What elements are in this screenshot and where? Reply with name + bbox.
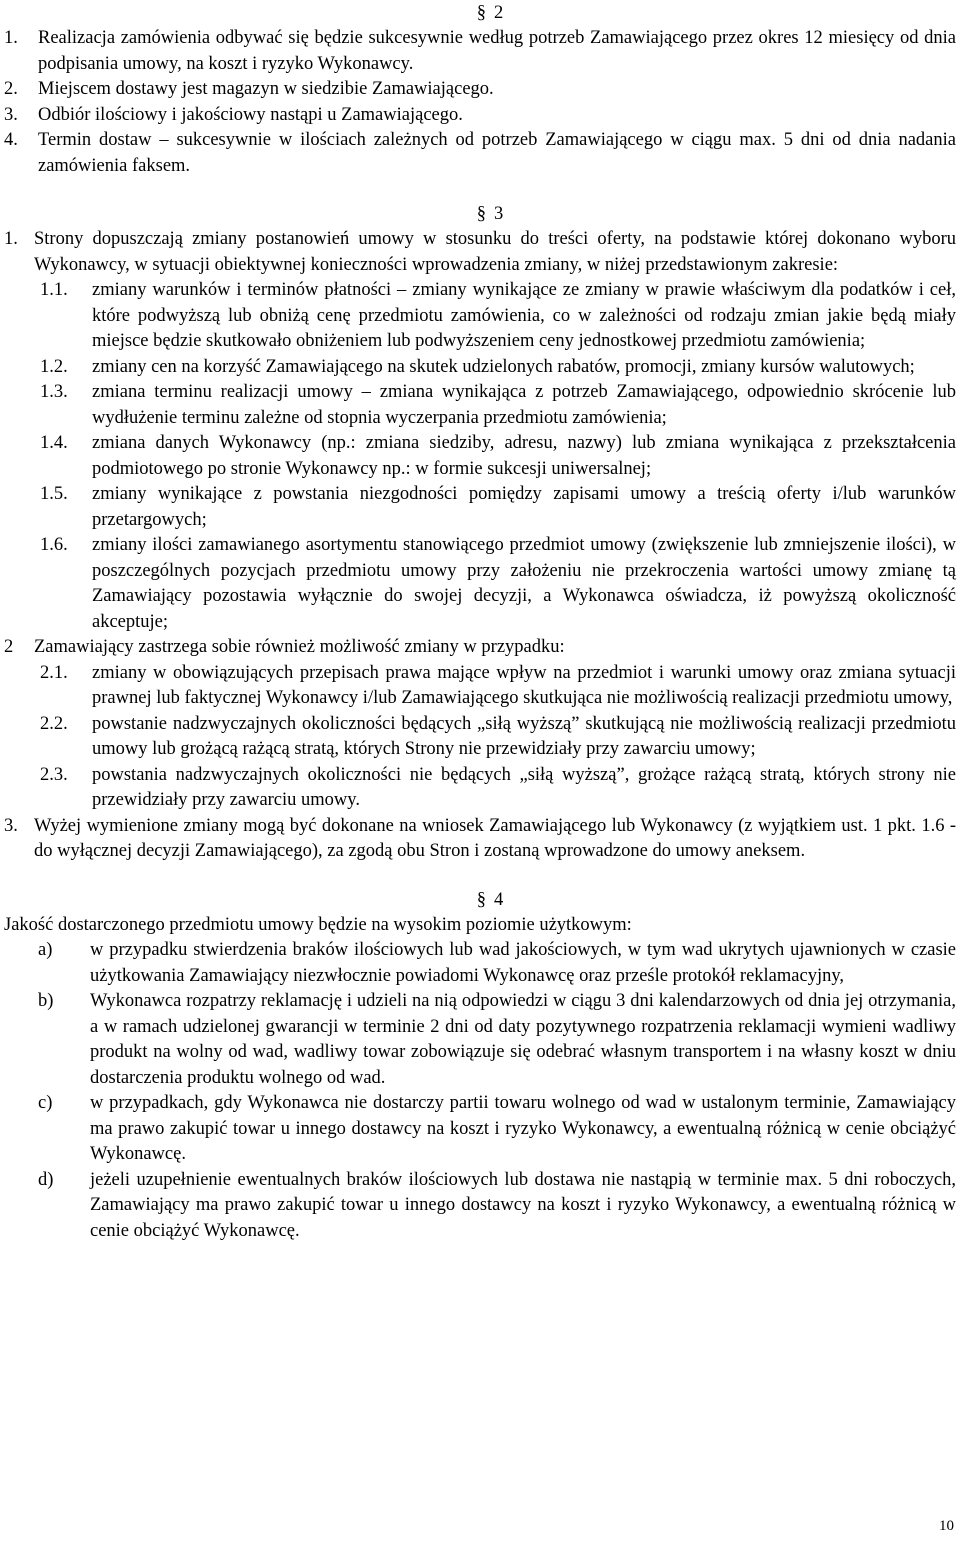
section-3-list: [4, 227, 956, 865]
sub-item: [4, 380, 956, 431]
item-number: 2.: [4, 79, 18, 99]
item-text: zmiany w obowiązujących przepisach prawa mające wpływ na przedmiot i warunki umowy oraz zmiana sytuacji prawnej lub faktycznej Wykonawcy i/lub Zamawiającego skutkująca nie możliwością realizacji przedmiotu umowy,: [92, 662, 956, 708]
sub-item: [4, 355, 956, 381]
item-text: Termin dostaw – sukcesywnie w ilościach zależnych od potrzeb Zamawiającego w ciągu max. 5 dni od dnia nadania zamówienia faksem.: [38, 130, 956, 176]
sub-item: [4, 431, 956, 482]
item-number: 2: [4, 637, 14, 657]
item-number: 1.3.: [40, 382, 68, 402]
list-item: [4, 938, 956, 989]
item-number: 1.6.: [40, 535, 68, 555]
item-text: Wykonawca rozpatrzy reklamację i udzieli na nią odpowiedzi w ciągu 3 dni kalendarzowych od dnia jej otrzymania, a w ramach udzielonej gwarancji w terminie 2 dni od daty pozytywnego rozpatrzenia reklamacji wymieni wadliwy produkt na wolny od wad, wadliwy towar zobowiązuje się odebrać własnym transportem i na własny koszt w dniu dostarczenia produktu wolnego od wad.: [90, 991, 956, 1088]
section-number: 4: [494, 889, 504, 910]
item-text: w przypadkach, gdy Wykonawca nie dostarczy partii towaru wolnego od wad w ustalonym terminie, Zamawiający ma prawo zakupić towar u innego dostawcy na koszt i ryzyko Wykonawcy, a ewentualną różnicą w cenie obciążyć Wykonawcę.: [90, 1093, 956, 1164]
section-4-heading: [4, 887, 956, 913]
item-text: Realizacja zamówienia odbywać się będzie sukcesywnie według potrzeb Zamawiającego przez okres 12 miesięcy od dnia podpisania umowy, na koszt i ryzyko Wykonawcy.: [38, 28, 956, 74]
item-text: zmiany ilości zamawianego asortymentu stanowiącego przedmiot umowy (zwiększenie lub zmniejszenie ilości), w poszczególnych pozycjach przedmiotu umowy przy założeniu nie przekroczenia wartości umowy zmianę tą Zamawiający pozostawia wyłącznie do swojej decyzji, a Wykonawca oświadcza, iż powyższą okoliczność akceptuje;: [92, 535, 956, 632]
list-item: [4, 103, 956, 129]
sub-item: [4, 712, 956, 763]
item-text: powstanie nadzwyczajnych okoliczności będących „siłą wyższą” skutkującą nie możliwością realizacji przedmiotu umowy lub grożącą rażącą stratą, których Strony nie przewidziały przy zawarciu umowy;: [92, 713, 956, 759]
item-number: 1.2.: [40, 356, 68, 377]
item-number: 1.: [4, 28, 18, 48]
sub-item: [4, 661, 956, 712]
list-item: [4, 1168, 956, 1245]
item-text: Strony dopuszczają zmiany postanowień umowy w stosunku do treści oferty, na podstawie której dokonano wyboru Wykonawcy, w sytuacji obiektywnej konieczności wprowadzenia zmiany, w niżej przedstawionym zakresie:: [34, 229, 956, 275]
list-item: [4, 635, 956, 661]
item-text: zmiany cen na korzyść Zamawiającego na skutek udzielonych rabatów, promocji, zmiany kursów walutowych;: [92, 356, 915, 377]
item-text: Zamawiający zastrzega sobie również możliwość zmiany w przypadku:: [34, 637, 565, 657]
section-2-list: [4, 26, 956, 179]
item-text: w przypadku stwierdzenia braków ilościowych lub wad jakościowych, w tym wad ukrytych ujawnionych w czasie użytkowania Zamawiający niezwłocznie powiadomi Wykonawcę oraz prześle protokół reklamacyjny,: [90, 940, 956, 986]
item-text: zmiana danych Wykonawcy (np.: zmiana siedziby, adresu, nazwy) lub zmiana wynikająca z przekształcenia podmiotowego po stronie Wykonawcy np.: w formie sukcesji uniwersalnej;: [92, 433, 956, 479]
section-symbol: §: [476, 3, 486, 23]
item-text: powstania nadzwyczajnych okoliczności nie będących „siłą wyższą”, grożące rażącą stratą, których strony nie przewidziały przy zawarciu umowy.: [92, 764, 956, 810]
sub-item: [4, 278, 956, 355]
sub-item: [4, 482, 956, 533]
item-letter: d): [38, 1169, 54, 1190]
item-number: 1.1.: [40, 280, 68, 300]
list-item: [4, 77, 956, 103]
item-number: 2.3.: [40, 764, 68, 785]
list-item: [4, 26, 956, 77]
item-number: 4.: [4, 130, 18, 150]
item-text: Wyżej wymienione zmiany mogą być dokonane na wniosek Zamawiającego lub Wykonawcy (z wyjątkiem ust. 1 pkt. 1.6 - do wyłącznej decyzji Zamawiającego), za zgodą obu Stron i zostaną wprowadzone do umowy aneksem.: [34, 815, 956, 861]
item-number: 2.2.: [40, 713, 68, 734]
list-item: [4, 814, 956, 865]
list-item: [4, 128, 956, 179]
sub-item: [4, 763, 956, 814]
item-number: 3.: [4, 104, 18, 125]
item-text: zmiany wynikające z powstania niezgodności pomiędzy zapisami umowy a treścią oferty i/lub warunków przetargowych;: [92, 484, 956, 530]
item-number: 3.: [4, 815, 18, 836]
item-number: 1.5.: [40, 484, 68, 504]
item-letter: c): [38, 1093, 53, 1113]
section-4-intro: Jakość dostarczonego przedmiotu umowy będzie na wysokim poziomie użytkowym:: [4, 914, 632, 935]
item-number: 1.: [4, 229, 18, 249]
sub-item: [4, 533, 956, 635]
page-number: 10: [939, 1518, 954, 1534]
item-text: zmiany warunków i terminów płatności – zmiany wynikające ze zmiany w prawie właściwym dla podatków i ceł, które podwyższą lub obniżą cenę przedmiotu zamówienia, co w zależności od rodzaju zmian jakie będą miały miejsce będzie skutkowało obniżeniem lub podwyższeniem ceny jednostkowej przedmiotu zamówienia;: [92, 280, 956, 351]
item-number: 2.1.: [40, 662, 68, 683]
section-3-heading: [4, 201, 956, 227]
item-text: Odbiór ilościowy i jakościowy nastąpi u Zamawiającego.: [38, 104, 463, 125]
list-item: [4, 989, 956, 1091]
item-text: Miejscem dostawy jest magazyn w siedzibie Zamawiającego.: [38, 79, 494, 99]
item-letter: a): [38, 940, 53, 960]
item-text: zmiana terminu realizacji umowy – zmiana wynikająca z potrzeb Zamawiającego, odpowiednio skrócenie lub wydłużenie terminu zależne od stopnia wyczerpania przedmiotu zamówienia;: [92, 382, 956, 428]
list-item: [4, 1091, 956, 1168]
section-symbol: §: [476, 889, 486, 910]
section-4-list: [4, 938, 956, 1244]
section-2-heading: [4, 0, 956, 26]
section-number: 3: [494, 204, 504, 224]
section-number: 2: [494, 3, 504, 23]
item-text: jeżeli uzupełnienie ewentualnych braków ilościowych lub dostawa nie nastąpią w terminie max. 5 dni roboczych, Zamawiający ma prawo zakupić towar u innego dostawcy na koszt i ryzyko Wykonawcy, a ewentualną różnicą w cenie obciążyć Wykonawcę.: [90, 1169, 956, 1241]
item-number: 1.4.: [40, 433, 68, 453]
section-symbol: §: [476, 204, 486, 224]
item-letter: b): [38, 991, 54, 1011]
list-item: [4, 227, 956, 278]
